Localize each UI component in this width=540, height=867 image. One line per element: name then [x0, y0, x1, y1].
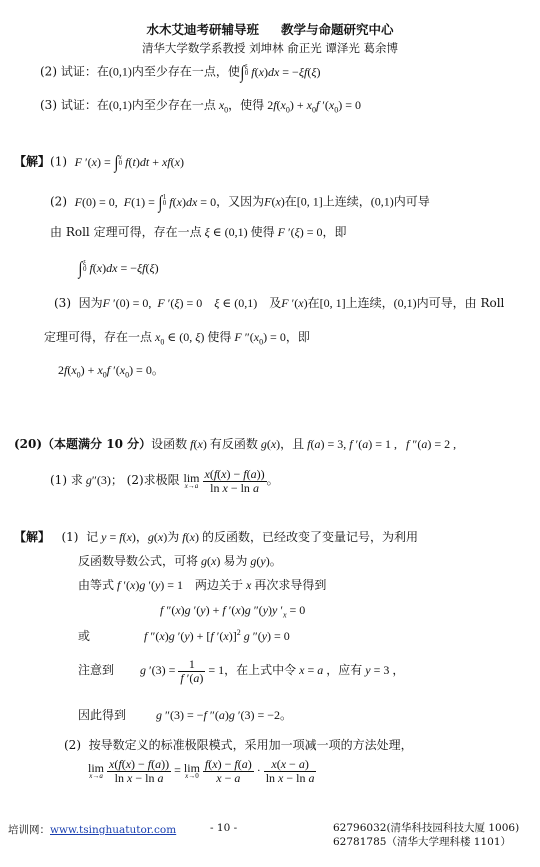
solution19-part2-roll: 由 Roll 定理可得，存在一点 ξ ∈ (0,1) 使得 F ′(ξ) = 0，即: [50, 225, 347, 239]
footer-url-link[interactable]: www.tsinghuatutor.com: [50, 824, 177, 836]
solution20-part2-formula: lim x→a $\frac{x(f(x) - f(a))}{\text{ln x − ln a}}$ = lim x→0 $\frac{f(x) - f(a)}{x - a}$ · $\frac{x(x - a)}{\text{ln x − ln a}}$: [88, 757, 315, 785]
header-authors: 清华大学数学系教授 刘坤林 俞正光 谭泽光 葛余博: [141, 41, 399, 55]
solution19-part3-roll: 定理可得，存在一点 $x_0$ ∈ (0, ξ) 使得 F $''(x_0) = 0$，即: [44, 330, 310, 347]
solution20-eq1: f ″(x)g ′(y) + f ′(x)g ″(y)y $'_x = 0$: [160, 603, 306, 620]
footer-page-number: - 10 -: [210, 822, 238, 834]
problem19-part2: (2) 试证：在(0,1)内至少存在一点，使∫ξ 0 f(x)dx = −ξf(ξ): [40, 62, 321, 82]
solution20-part2: (2) 按导数定义的标准极限模式，采用加一项减一项的方法处理，: [64, 738, 413, 752]
footer-phones: 62796032(清华科技园科技大厦 1006) 62781785（清华大学理科楼 1101）: [333, 822, 520, 848]
solution19-part3: (3) 因为F ′(0) = 0, F ′(ξ) = 0 ξ ∈ (0,1) 及F ′(x)在[0, 1]上连续，(0,1)内可导，由 Roll: [54, 296, 505, 310]
footer-site: 培训网：www.tsinghuatutor.com: [8, 824, 177, 836]
solution20-note: 注意到 g ′(3) = $\frac{1}{f '(a)}$ = 1，在上式中令 x = a ，应有 y = 3 ，: [78, 657, 405, 685]
header-title: [0, 22, 540, 37]
problem20-statement: (20)（本题满分 10 分）设函数 f(x) 有反函数 g(x)，且 f(a) = 3, f ′(a) = 1 , f ″(a) = 2 ,: [14, 437, 457, 451]
solution20-line3: 由等式 f ′(x)g ′(y) = 1 两边关于 x 再次求导得到: [78, 578, 327, 592]
header-org: 水木艾迪考研辅导班: [146, 22, 259, 37]
problem20-questions: (1) 求 g″(3)； (2)求极限 lim x→a $\frac{x(f(x) - f(a))}{\text{ln x − ln a}}$ 。: [50, 467, 279, 495]
solution20-line2: 反函数导数公式，可将 g(x) 易为 g(y)。: [78, 554, 282, 568]
solution20-line1: 【解】 (1) 记 y = f(x)，g(x)为 f(x) 的反函数，已经改变了变量记号，为利用: [14, 530, 418, 544]
solution19-part3-result: $2f(x_0) + x_0f$ $'(x_0) = 0$。: [58, 363, 164, 380]
header-center: 教学与命题研究中心: [281, 22, 394, 37]
solution20-result: 因此得到 g ″(3) = −f ″(a)g ′(3) = −2。: [78, 708, 293, 722]
problem19-part3: (3) 试证：在(0,1)内至少存在一点 $x_0$，使得 $2f(x_0) + x_0f$ $'(x_0) = 0$: [40, 98, 362, 115]
solution19-part2: (2) F(0) = 0, F(1) = ∫1 0 f(x)dx = 0，又因为F(x)在[0, 1]上连续，(0,1)内可导: [50, 192, 430, 212]
solution19-part2-result: ∫ξ 0 f(x)dx = −ξf(ξ): [78, 258, 159, 278]
solution20-eq2: 或 f ″(x)g ′(y) + [f ′(x)]$^2$ g ″(y) = 0: [78, 628, 290, 643]
solution19-part1: 【解】(1) F ′(x) = ∫x 0 f(t)dt + xf(x): [14, 152, 184, 172]
